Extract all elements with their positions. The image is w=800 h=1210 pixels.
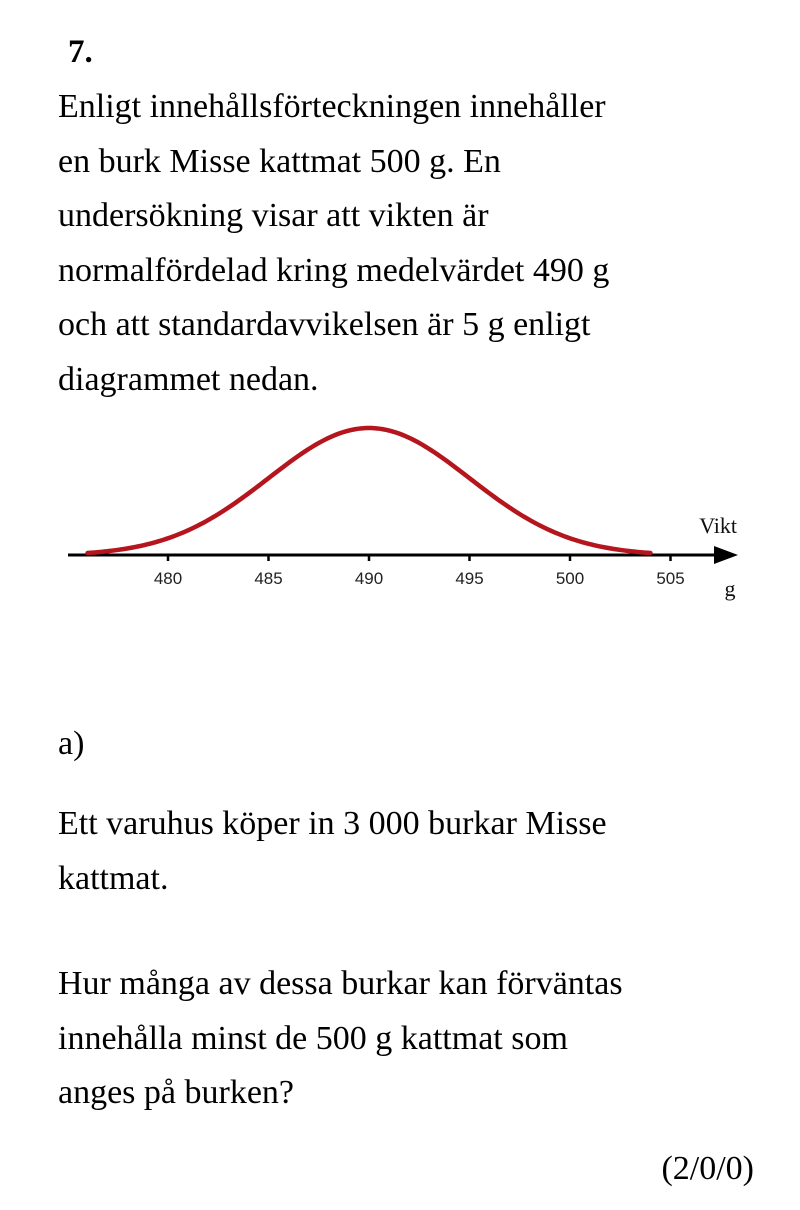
x-tick-label-480: 480 (153, 569, 183, 588)
question-intro (58, 80, 778, 407)
part-a-label-text: a) (58, 725, 85, 762)
intro-line: normalfördelad kring medelvärdet 490 g (58, 251, 610, 289)
normal-curve (88, 428, 651, 553)
part-a-label (58, 717, 778, 772)
x-axis-arrow-icon (714, 546, 738, 564)
paragraph-line: Hur många av dessa burkar kan förväntas (58, 965, 623, 1002)
paragraph-line: innehålla minst de 500 g kattmat som (58, 1019, 568, 1057)
points-indicator: (2/0/0) (661, 1150, 754, 1187)
intro-line: diagrammet nedan. (58, 360, 319, 398)
normal-distribution-chart (0, 400, 800, 620)
paragraph-line: Ett varuhus köper in 3 000 burkar Misse (58, 805, 607, 842)
intro-line: Enligt innehållsförteckningen innehåller (58, 88, 606, 125)
intro-line: en burk Misse kattmat 500 g. En (58, 142, 501, 180)
paragraph-line: kattmat. (58, 859, 169, 897)
part-a-paragraph-2 (58, 957, 778, 1121)
question-number: 7. (68, 34, 93, 70)
intro-line: och att standardavvikelsen är 5 g enligt (58, 306, 591, 343)
intro-line: undersökning visar att vikten är (58, 197, 489, 234)
x-axis-label: Vikt (699, 513, 737, 538)
x-tick-labels (154, 569, 685, 588)
x-tick-label-485: 485 (254, 569, 283, 588)
x-tick-label-505: 505 (656, 569, 685, 588)
x-tick-label-495: 495 (455, 569, 484, 588)
x-tick-label-500: 500 (555, 569, 585, 588)
part-a-paragraph-1 (58, 797, 778, 906)
x-tick-label-490: 490 (354, 569, 384, 588)
x-axis-unit: g (724, 576, 736, 601)
paragraph-line: anges på burken? (58, 1074, 295, 1111)
